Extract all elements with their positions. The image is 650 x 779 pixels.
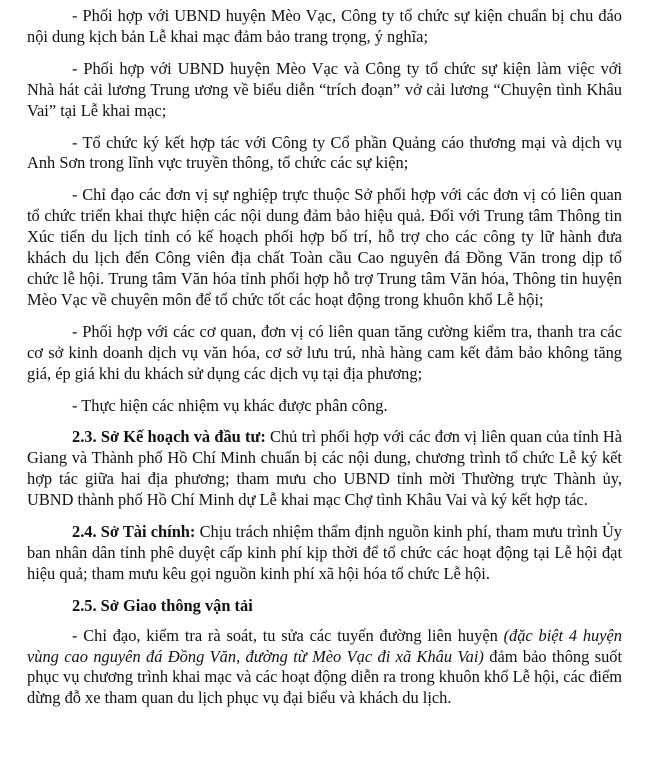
paragraph-inspection: - Phối hợp với các cơ quan, đơn vị có liên quan tăng cường kiểm tra, thanh tra các cơ sở kinh doanh dịch vụ văn hóa, cơ sở lưu trú, nhà hàng cam kết đảm bảo không tăng giá, ép giá khi du khách sử dụng các dịch vụ tại địa phương;: [27, 321, 622, 383]
text-run: - Chỉ đạo, kiểm tra rà soát, tu sửa các tuyến đường liên huyện: [72, 625, 504, 645]
paragraph-transport-roads: [27, 626, 622, 710]
paragraph-media-cooperation: - Tổ chức ký kết hợp tác với Công ty Cổ phần Quảng cáo thương mại và dịch vụ Anh Sơn trong lĩnh vực truyền thông, tổ chức các sự kiện;: [27, 132, 622, 173]
paragraph-other-tasks: - Thực hiện các nhiệm vụ khác được phân công.: [72, 395, 388, 415]
section-heading: 2.4. Sở Tài chính:: [72, 522, 196, 542]
text-run: đảm bảo thông suốt phục vụ chương trình khai mạc và các hoạt động diễn ra trong khuôn khổ Lễ hội, các điểm dừng đỗ xe tham quan du lịch phục vụ đại biểu và khách du lịch.: [27, 646, 623, 708]
italic-note: (đặc biệt 4 huyện vùng cao nguyên đá Đồng Văn, đường từ Mèo Vạc đi xã Khâu Vai): [27, 625, 622, 666]
section-body: Chủ trì phối hợp với các đơn vị liên quan của tỉnh Hà Giang và Thành phố Hồ Chí Minh chuẩn bị các nội dung, chương trình tổ chức Lễ ký kết hợp tác giữa hai địa phương; tham mưu cho UBND tỉnh mời Thường trực Thành ủy, UBND thành phố Hồ Chí Minh dự Lễ khai mạc Chợ tình Khâu Vai và ký kết hợp tác.: [27, 427, 623, 510]
paragraph-theatre-performance: - Phối hợp với UBND huyện Mèo Vạc và Công ty tổ chức sự kiện làm việc với Nhà hát cải lương Trung ương về biểu diễn “trích đoạn” vở cải lương “Chuyện tình Khâu Vai” tại Lễ khai mạc;: [27, 58, 622, 120]
paragraph-unit-direction: - Chỉ đạo các đơn vị sự nghiệp trực thuộc Sở phối hợp với các đơn vị có liên quan tổ chức triển khai thực hiện các nội dung đảm bảo hiệu quả. Đối với Trung tâm Thông tin Xúc tiến du lịch tỉnh có kế hoạch phối hợp bố trí, hỗ trợ cho các công ty lữ hành đưa khách du lịch đến Công viên địa chất Toàn cầu Cao nguyên đá Đồng Văn trong dịp tổ chức lễ hội. Trung tâm Văn hóa tỉnh phối hợp hỗ trợ Trung tâm Văn hóa, Thông tin huyện Mèo Vạc về chuyên môn để tổ chức tốt các hoạt động trong khuôn khổ Lễ hội;: [27, 185, 622, 309]
section-heading: 2.3. Sở Kế hoạch và đầu tư:: [72, 427, 266, 447]
section-heading: 2.5. Sở Giao thông vận tải: [72, 595, 253, 615]
section-planning-investment: [27, 427, 622, 511]
section-body: Chịu trách nhiệm thẩm định nguồn kinh phí, tham mưu trình Ủy ban nhân dân tỉnh phê duyệt cấp kinh phí kịp thời để tổ chức các hoạt động tại Lễ hội đạt hiệu quả; tham mưu kêu gọi nguồn kinh phí xã hội hóa tổ chức Lễ hội.: [27, 522, 623, 583]
paragraph-script-coordination: - Phối hợp với UBND huyện Mèo Vạc, Công ty tổ chức sự kiện chuẩn bị chu đáo nội dung kịch bản Lễ khai mạc đảm bảo trang trọng, ý nghĩa;: [27, 6, 622, 46]
section-transport-heading: [27, 596, 622, 617]
section-finance: [27, 522, 622, 585]
